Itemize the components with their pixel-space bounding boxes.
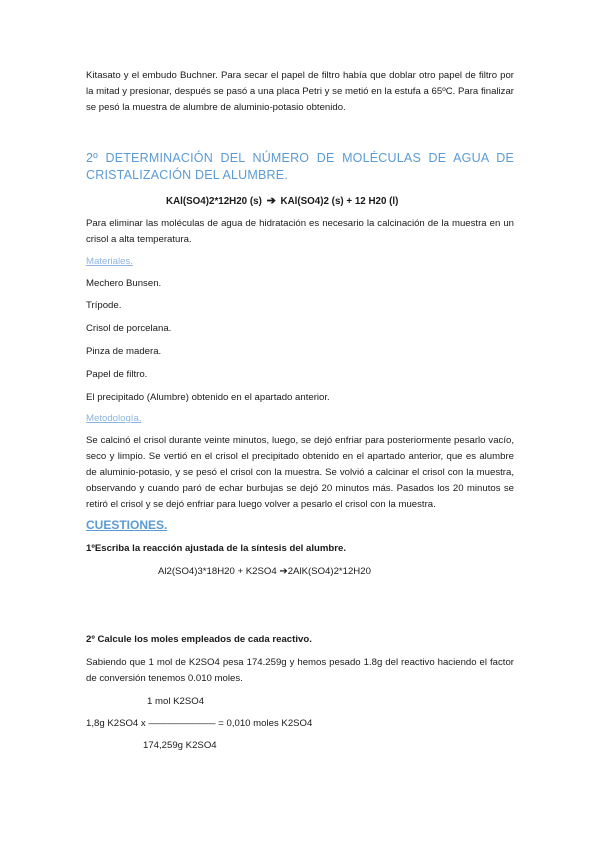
material-item: Trípode. <box>86 300 122 311</box>
materials-heading: Materiales. <box>86 256 133 267</box>
method-heading: Metodología. <box>86 413 142 424</box>
conversion-main-line: 1,8g K2SO4 x ——————— = 0,010 moles K2SO4 <box>86 718 313 729</box>
method-paragraph: Se calcinó el crisol durante veinte minutos, luego, se dejó enfriar para posteriormente pesarlo vacío, seco y limpio. Se vertió en el crisol el precipitado obtenido en el apartado anterior, que es alumbre de aluminio-potasio, y se pesó el crisol con la muestra. Se volvió a calcinar el crisol con la muestra, observando y cuando paró de echar burbujas se dejó 20 minutos más. Pasados los 20 minutos se retiró el crisol y se dejó enfriar para luego volver a pesarlo el crisol con la muestra. <box>86 435 514 510</box>
conversion-denominator: 174,259g K2SO4 <box>143 740 217 751</box>
arrow-icon: ➔ <box>279 566 288 577</box>
material-item: Crisol de porcelana. <box>86 323 172 334</box>
synthesis-equation <box>158 566 371 577</box>
question-1-title: 1ºEscriba la reacción ajustada de la síntesis del alumbre. <box>86 543 346 554</box>
material-item: Mechero Bunsen. <box>86 278 162 289</box>
arrow-icon: ➔ <box>266 195 276 207</box>
questions-heading: CUESTIONES. <box>86 518 168 532</box>
intro-paragraph: Kitasato y el embudo Buchner. Para secar el papel de filtro había que doblar otro papel de filtro por la mitad y presionar, después se pasó a una placa Petri y se metió en la estufa a 65ºC. Para finalizar se pesó la muestra de alumbre de aluminio-potasio obtenido. <box>86 70 514 113</box>
material-item: El precipitado (Alumbre) obtenido en el apartado anterior. <box>86 392 330 403</box>
material-item: Papel de filtro. <box>86 369 148 380</box>
calcination-paragraph: Para eliminar las moléculas de agua de hidratación es necesario la calcinación de la muestra en un crisol a alta temperatura. <box>86 218 514 245</box>
question-2-title: 2º Calcule los moles empleados de cada reactivo. <box>86 634 312 645</box>
dehydration-equation <box>166 194 398 207</box>
question-2-text: Sabiendo que 1 mol de K2SO4 pesa 174.259g y hemos pesado 1.8g del reactivo haciendo el factor de conversión tenemos 0.010 moles. <box>86 657 514 684</box>
section-title: 2º DETERMINACIÓN DEL NÚMERO DE MOLÉCULAS DE AGUA DE CRISTALIZACIÓN DEL ALUMBRE. <box>86 151 514 182</box>
equation-right: KAl(SO4)2 (s) + 12 H20 (l) <box>280 196 399 207</box>
equation-left: Al2(SO4)3*18H20 + K2SO4 <box>158 566 280 577</box>
conversion-numerator: 1 mol K2SO4 <box>147 696 205 707</box>
equation-left: KAl(SO4)2*12H20 (s) <box>166 196 262 207</box>
material-item: Pinza de madera. <box>86 346 162 357</box>
equation-right: 2AlK(SO4)2*12H20 <box>287 566 371 577</box>
